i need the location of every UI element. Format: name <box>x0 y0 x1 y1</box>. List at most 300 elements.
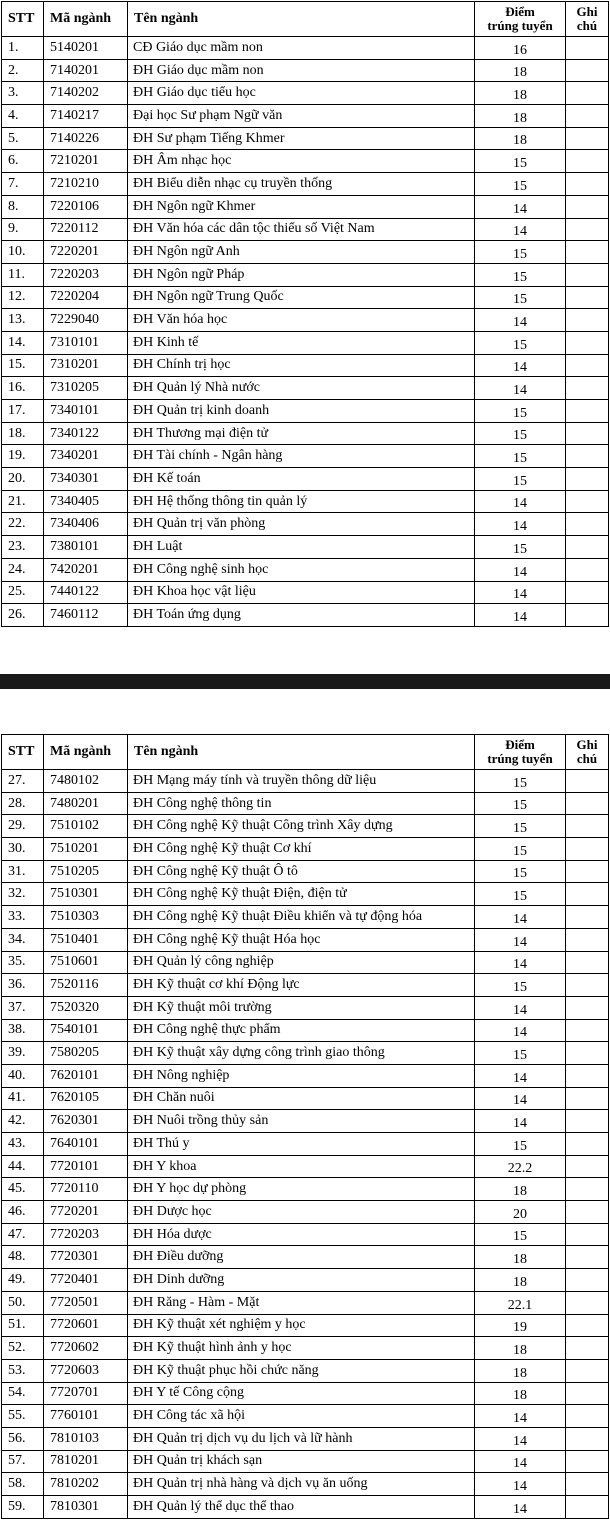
row-note <box>566 928 609 951</box>
row-code: 7540101 <box>44 1019 128 1042</box>
row-note <box>566 604 609 627</box>
score-table <box>1 1 609 627</box>
row-stt: 28. <box>2 792 44 815</box>
table-row <box>2 263 609 286</box>
row-stt: 40. <box>2 1064 44 1087</box>
header-note-line1: Ghi <box>576 737 598 752</box>
row-name: ĐH Dinh dưỡng <box>128 1269 475 1292</box>
row-name: ĐH Sư phạm Tiếng Khmer <box>128 127 475 150</box>
row-note <box>566 1291 609 1314</box>
row-score: 15 <box>475 1042 566 1065</box>
row-stt: 35. <box>2 951 44 974</box>
row-code: 7810201 <box>44 1450 128 1473</box>
header-code: Mã ngành <box>44 735 128 770</box>
score-table <box>1 734 609 1519</box>
table-row <box>2 558 609 581</box>
row-note <box>566 906 609 929</box>
row-stt: 26. <box>2 604 44 627</box>
row-note <box>566 1110 609 1133</box>
row-code: 7620301 <box>44 1110 128 1133</box>
row-stt: 21. <box>2 490 44 513</box>
row-stt: 6. <box>2 150 44 173</box>
row-stt: 23. <box>2 536 44 559</box>
row-name: CĐ Giáo dục mầm non <box>128 37 475 60</box>
row-score: 22.1 <box>475 1291 566 1314</box>
row-name: Đại học Sư phạm Ngữ văn <box>128 105 475 128</box>
row-name: ĐH Y tế Công cộng <box>128 1382 475 1405</box>
row-note <box>566 173 609 196</box>
row-score: 16 <box>475 37 566 60</box>
row-note <box>566 1405 609 1428</box>
row-note <box>566 1359 609 1382</box>
table-row <box>2 1201 609 1224</box>
row-stt: 42. <box>2 1110 44 1133</box>
row-note <box>566 286 609 309</box>
header-note-line2: chú <box>576 18 598 33</box>
row-code: 7520320 <box>44 996 128 1019</box>
row-name: ĐH Quản trị kinh doanh <box>128 400 475 423</box>
row-code: 7760101 <box>44 1405 128 1428</box>
row-code: 7460112 <box>44 604 128 627</box>
row-score: 15 <box>475 1223 566 1246</box>
row-note <box>566 309 609 332</box>
row-score: 14 <box>475 1019 566 1042</box>
table-row <box>2 309 609 332</box>
row-stt: 37. <box>2 996 44 1019</box>
row-code: 7620101 <box>44 1064 128 1087</box>
row-name: ĐH Công nghệ thông tin <box>128 792 475 815</box>
row-code: 7310101 <box>44 331 128 354</box>
row-code: 7480201 <box>44 792 128 815</box>
row-note <box>566 490 609 513</box>
table-row <box>2 996 609 1019</box>
row-code: 5140201 <box>44 37 128 60</box>
row-name: ĐH Kỹ thuật xét nghiệm y học <box>128 1314 475 1337</box>
row-name: ĐH Quản trị nhà hàng và dịch vụ ăn uống <box>128 1473 475 1496</box>
header-score-line1: Điểm <box>505 4 535 19</box>
row-code: 7510205 <box>44 860 128 883</box>
row-score: 14 <box>475 1427 566 1450</box>
row-note <box>566 883 609 906</box>
table-row <box>2 1359 609 1382</box>
row-stt: 33. <box>2 906 44 929</box>
row-stt: 48. <box>2 1246 44 1269</box>
row-name: ĐH Quản lý Nhà nước <box>128 377 475 400</box>
row-name: ĐH Ngôn ngữ Anh <box>128 241 475 264</box>
row-score: 18 <box>475 1178 566 1201</box>
row-stt: 59. <box>2 1496 44 1519</box>
row-code: 7220201 <box>44 241 128 264</box>
row-code: 7229040 <box>44 309 128 332</box>
row-code: 7140217 <box>44 105 128 128</box>
row-stt: 58. <box>2 1473 44 1496</box>
row-note <box>566 1450 609 1473</box>
header-score-line2: trúng tuyển <box>487 18 553 33</box>
row-name: ĐH Kinh tế <box>128 331 475 354</box>
table-row <box>2 513 609 536</box>
table-row <box>2 1496 609 1519</box>
row-name: ĐH Nông nghiệp <box>128 1064 475 1087</box>
header-score-line1: Điểm <box>505 737 535 752</box>
row-stt: 18. <box>2 422 44 445</box>
admission-table-part-1 <box>1 1 608 627</box>
row-stt: 25. <box>2 581 44 604</box>
row-name: ĐH Quản trị văn phòng <box>128 513 475 536</box>
row-note <box>566 1133 609 1156</box>
row-code: 7480102 <box>44 770 128 793</box>
row-note <box>566 513 609 536</box>
row-code: 7140201 <box>44 59 128 82</box>
row-code: 7720201 <box>44 1201 128 1224</box>
row-name: ĐH Dược học <box>128 1201 475 1224</box>
row-stt: 10. <box>2 241 44 264</box>
row-code: 7310201 <box>44 354 128 377</box>
row-name: ĐH Kỹ thuật cơ khí Động lực <box>128 974 475 997</box>
row-code: 7340405 <box>44 490 128 513</box>
row-name: ĐH Kỹ thuật hình ảnh y học <box>128 1337 475 1360</box>
table-row <box>2 1382 609 1405</box>
row-code: 7580205 <box>44 1042 128 1065</box>
row-score: 15 <box>475 263 566 286</box>
row-code: 7310205 <box>44 377 128 400</box>
row-score: 14 <box>475 1064 566 1087</box>
row-stt: 46. <box>2 1201 44 1224</box>
row-name: ĐH Chăn nuôi <box>128 1087 475 1110</box>
row-score: 15 <box>475 838 566 861</box>
row-name: ĐH Văn hóa học <box>128 309 475 332</box>
row-name: ĐH Công nghệ sinh học <box>128 558 475 581</box>
row-score: 14 <box>475 951 566 974</box>
row-name: ĐH Quản trị khách sạn <box>128 1450 475 1473</box>
table-row <box>2 422 609 445</box>
row-stt: 17. <box>2 400 44 423</box>
row-note <box>566 377 609 400</box>
row-note <box>566 1314 609 1337</box>
row-score: 15 <box>475 883 566 906</box>
row-note <box>566 860 609 883</box>
table-row <box>2 860 609 883</box>
table-row <box>2 1019 609 1042</box>
row-score: 14 <box>475 377 566 400</box>
row-name: ĐH Hệ thống thông tin quản lý <box>128 490 475 513</box>
row-stt: 47. <box>2 1223 44 1246</box>
row-stt: 4. <box>2 105 44 128</box>
row-score: 14 <box>475 195 566 218</box>
row-note <box>566 1087 609 1110</box>
row-code: 7510301 <box>44 883 128 906</box>
row-code: 7340101 <box>44 400 128 423</box>
row-code: 7140226 <box>44 127 128 150</box>
row-note <box>566 996 609 1019</box>
row-stt: 19. <box>2 445 44 468</box>
table-row <box>2 82 609 105</box>
admission-table-part-2 <box>1 734 608 1519</box>
row-note <box>566 1064 609 1087</box>
row-name: ĐH Luật <box>128 536 475 559</box>
table-row <box>2 1064 609 1087</box>
table-row <box>2 1223 609 1246</box>
row-stt: 16. <box>2 377 44 400</box>
row-note <box>566 445 609 468</box>
row-score: 14 <box>475 996 566 1019</box>
row-name: ĐH Công nghệ Kỹ thuật Điện, điện tử <box>128 883 475 906</box>
row-note <box>566 422 609 445</box>
row-score: 14 <box>475 906 566 929</box>
row-note <box>566 331 609 354</box>
table-row <box>2 150 609 173</box>
row-score: 14 <box>475 1405 566 1428</box>
row-score: 14 <box>475 1496 566 1519</box>
row-stt: 39. <box>2 1042 44 1065</box>
table-row <box>2 1314 609 1337</box>
row-code: 7340301 <box>44 468 128 491</box>
row-name: ĐH Kế toán <box>128 468 475 491</box>
section-divider <box>0 674 610 689</box>
row-score: 18 <box>475 1269 566 1292</box>
table-row <box>2 354 609 377</box>
row-stt: 2. <box>2 59 44 82</box>
row-name: ĐH Quản lý thể dục thể thao <box>128 1496 475 1519</box>
row-name: ĐH Giáo dục mầm non <box>128 59 475 82</box>
row-code: 7510601 <box>44 951 128 974</box>
row-stt: 27. <box>2 770 44 793</box>
row-score: 15 <box>475 770 566 793</box>
row-note <box>566 1496 609 1519</box>
row-name: ĐH Kỹ thuật môi trường <box>128 996 475 1019</box>
table-row <box>2 536 609 559</box>
row-name: ĐH Công nghệ Kỹ thuật Điều khiển và tự động hóa <box>128 906 475 929</box>
table-row <box>2 195 609 218</box>
table-row <box>2 604 609 627</box>
row-name: ĐH Biểu diễn nhạc cụ truyền thống <box>128 173 475 196</box>
row-name: ĐH Quản lý công nghiệp <box>128 951 475 974</box>
row-code: 7420201 <box>44 558 128 581</box>
row-stt: 38. <box>2 1019 44 1042</box>
row-note <box>566 1473 609 1496</box>
row-code: 7380101 <box>44 536 128 559</box>
row-score: 14 <box>475 1110 566 1133</box>
row-code: 7220112 <box>44 218 128 241</box>
row-score: 15 <box>475 1133 566 1156</box>
row-name: ĐH Chính trị học <box>128 354 475 377</box>
row-code: 7510401 <box>44 928 128 951</box>
row-stt: 55. <box>2 1405 44 1428</box>
table-row <box>2 581 609 604</box>
row-score: 14 <box>475 1450 566 1473</box>
header-note <box>566 735 609 770</box>
row-code: 7210210 <box>44 173 128 196</box>
row-stt: 8. <box>2 195 44 218</box>
table-row <box>2 928 609 951</box>
row-name: ĐH Thú y <box>128 1133 475 1156</box>
row-score: 15 <box>475 974 566 997</box>
row-stt: 41. <box>2 1087 44 1110</box>
table-row <box>2 815 609 838</box>
row-score: 18 <box>475 82 566 105</box>
row-code: 7810103 <box>44 1427 128 1450</box>
row-score: 20 <box>475 1201 566 1224</box>
row-name: ĐH Công tác xã hội <box>128 1405 475 1428</box>
row-code: 7510201 <box>44 838 128 861</box>
row-stt: 51. <box>2 1314 44 1337</box>
row-note <box>566 838 609 861</box>
row-name: ĐH Giáo dục tiểu học <box>128 82 475 105</box>
row-note <box>566 792 609 815</box>
row-code: 7440122 <box>44 581 128 604</box>
row-note <box>566 59 609 82</box>
header-note <box>566 2 609 37</box>
row-stt: 13. <box>2 309 44 332</box>
row-stt: 14. <box>2 331 44 354</box>
row-score: 15 <box>475 150 566 173</box>
row-name: ĐH Y khoa <box>128 1155 475 1178</box>
row-note <box>566 127 609 150</box>
table-row <box>2 1291 609 1314</box>
row-score: 15 <box>475 815 566 838</box>
table-row <box>2 1246 609 1269</box>
row-code: 7140202 <box>44 82 128 105</box>
table-row <box>2 1337 609 1360</box>
table-row <box>2 1087 609 1110</box>
row-note <box>566 195 609 218</box>
table-row <box>2 883 609 906</box>
row-code: 7340406 <box>44 513 128 536</box>
table-body <box>2 770 609 1519</box>
row-code: 7220204 <box>44 286 128 309</box>
row-name: ĐH Kỹ thuật xây dựng công trình giao thông <box>128 1042 475 1065</box>
row-note <box>566 263 609 286</box>
table-row <box>2 218 609 241</box>
row-name: ĐH Điều dưỡng <box>128 1246 475 1269</box>
header-note-line2: chú <box>576 751 598 766</box>
header-stt: STT <box>2 735 44 770</box>
table-row <box>2 105 609 128</box>
row-stt: 20. <box>2 468 44 491</box>
row-stt: 30. <box>2 838 44 861</box>
row-note <box>566 37 609 60</box>
row-note <box>566 82 609 105</box>
row-score: 15 <box>475 400 566 423</box>
row-score: 14 <box>475 1087 566 1110</box>
row-score: 15 <box>475 241 566 264</box>
row-code: 7640101 <box>44 1133 128 1156</box>
row-stt: 1. <box>2 37 44 60</box>
row-score: 15 <box>475 792 566 815</box>
table-row <box>2 241 609 264</box>
row-name: ĐH Quản trị dịch vụ du lịch và lữ hành <box>128 1427 475 1450</box>
row-name: ĐH Ngôn ngữ Trung Quốc <box>128 286 475 309</box>
row-note <box>566 815 609 838</box>
row-note <box>566 558 609 581</box>
row-note <box>566 951 609 974</box>
table-row <box>2 974 609 997</box>
row-code: 7720110 <box>44 1178 128 1201</box>
row-score: 18 <box>475 1382 566 1405</box>
row-stt: 5. <box>2 127 44 150</box>
row-code: 7720603 <box>44 1359 128 1382</box>
row-score: 15 <box>475 173 566 196</box>
header-score <box>475 2 566 37</box>
row-note <box>566 770 609 793</box>
row-score: 14 <box>475 604 566 627</box>
row-score: 15 <box>475 331 566 354</box>
row-stt: 36. <box>2 974 44 997</box>
row-name: ĐH Nuôi trồng thủy sản <box>128 1110 475 1133</box>
row-note <box>566 218 609 241</box>
row-note <box>566 241 609 264</box>
table-row <box>2 951 609 974</box>
row-note <box>566 105 609 128</box>
table-row <box>2 37 609 60</box>
header-note-line1: Ghi <box>576 4 598 19</box>
table-row <box>2 1155 609 1178</box>
row-score: 15 <box>475 860 566 883</box>
row-stt: 24. <box>2 558 44 581</box>
row-name: ĐH Ngôn ngữ Pháp <box>128 263 475 286</box>
row-code: 7340201 <box>44 445 128 468</box>
row-stt: 50. <box>2 1291 44 1314</box>
row-code: 7810202 <box>44 1473 128 1496</box>
row-note <box>566 1178 609 1201</box>
row-score: 18 <box>475 59 566 82</box>
row-score: 14 <box>475 513 566 536</box>
table-row <box>2 173 609 196</box>
row-score: 18 <box>475 127 566 150</box>
row-note <box>566 1019 609 1042</box>
row-note <box>566 1427 609 1450</box>
table-row <box>2 377 609 400</box>
row-score: 18 <box>475 1359 566 1382</box>
row-name: ĐH Công nghệ Kỹ thuật Ô tô <box>128 860 475 883</box>
row-note <box>566 1042 609 1065</box>
row-score: 22.2 <box>475 1155 566 1178</box>
row-name: ĐH Ngôn ngữ Khmer <box>128 195 475 218</box>
row-stt: 54. <box>2 1382 44 1405</box>
row-name: ĐH Công nghệ Kỹ thuật Hóa học <box>128 928 475 951</box>
row-stt: 56. <box>2 1427 44 1450</box>
table-row <box>2 445 609 468</box>
row-name: ĐH Kỹ thuật phục hồi chức năng <box>128 1359 475 1382</box>
row-score: 14 <box>475 1473 566 1496</box>
header-name: Tên ngành <box>128 735 475 770</box>
row-code: 7210201 <box>44 150 128 173</box>
row-code: 7520116 <box>44 974 128 997</box>
row-score: 14 <box>475 581 566 604</box>
table-row <box>2 1269 609 1292</box>
row-score: 14 <box>475 218 566 241</box>
row-name: ĐH Răng - Hàm - Mặt <box>128 1291 475 1314</box>
table-row <box>2 1110 609 1133</box>
header-row <box>2 2 609 37</box>
row-code: 7720401 <box>44 1269 128 1292</box>
row-code: 7720203 <box>44 1223 128 1246</box>
row-note <box>566 1155 609 1178</box>
row-note <box>566 536 609 559</box>
row-score: 14 <box>475 490 566 513</box>
row-note <box>566 400 609 423</box>
row-stt: 9. <box>2 218 44 241</box>
row-code: 7720101 <box>44 1155 128 1178</box>
table-row <box>2 59 609 82</box>
table-row <box>2 1405 609 1428</box>
row-name: ĐH Y học dự phòng <box>128 1178 475 1201</box>
row-code: 7720701 <box>44 1382 128 1405</box>
row-stt: 34. <box>2 928 44 951</box>
table-row <box>2 1473 609 1496</box>
row-name: ĐH Hóa dược <box>128 1223 475 1246</box>
row-code: 7510102 <box>44 815 128 838</box>
row-score: 15 <box>475 468 566 491</box>
